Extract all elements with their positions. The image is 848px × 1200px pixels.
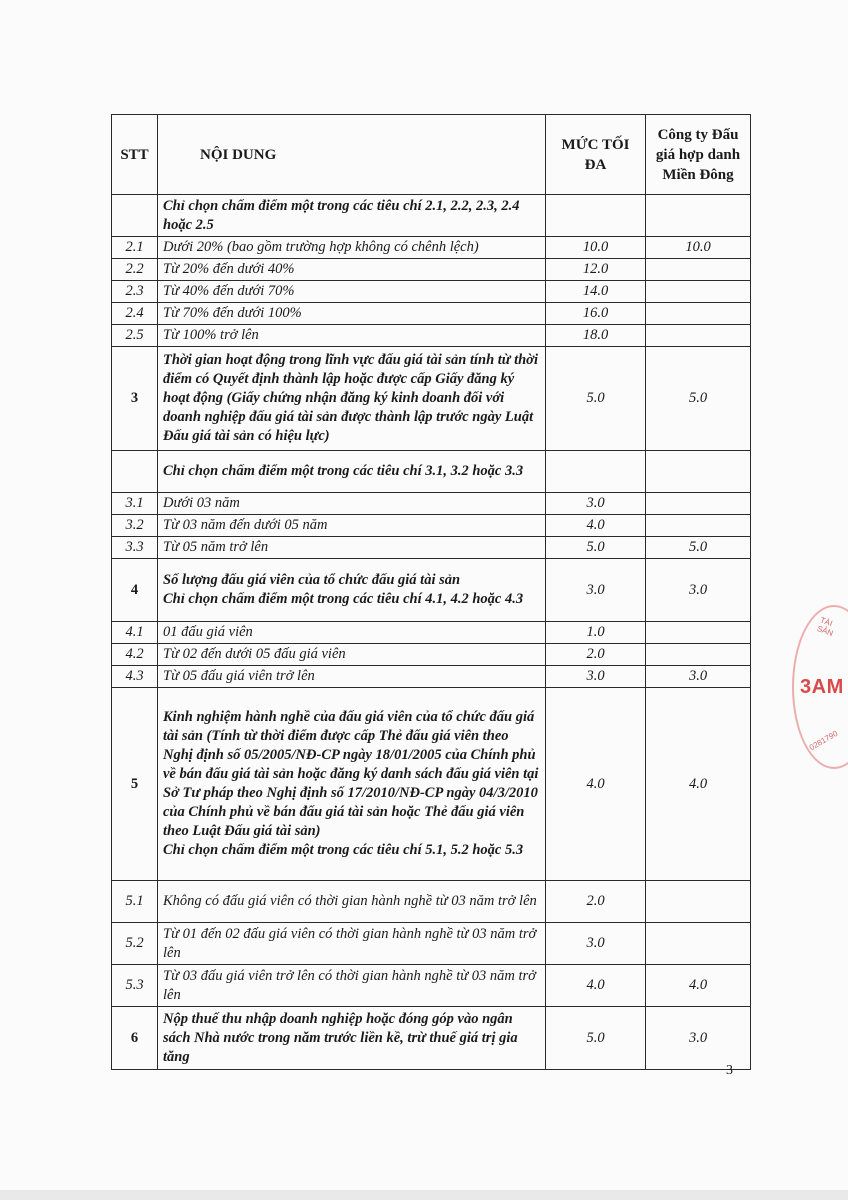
row-stt	[112, 195, 158, 237]
row-stt: 3.2	[112, 515, 158, 537]
table-row	[112, 493, 751, 515]
row-max: 5.0	[546, 537, 646, 559]
row-content: Chỉ chọn chấm điểm một trong các tiêu chí 3.1, 3.2 hoặc 3.3	[158, 451, 546, 493]
row-content: Dưới 03 năm	[158, 493, 546, 515]
row-content: Nộp thuế thu nhập doanh nghiệp hoặc đóng góp vào ngân sách Nhà nước trong năm trước liền kề, trừ thuế giá trị gia tăng	[158, 1007, 546, 1070]
row-stt: 4	[112, 559, 158, 622]
row-max: 2.0	[546, 644, 646, 666]
table-row	[112, 237, 751, 259]
row-max: 5.0	[546, 347, 646, 451]
header-row	[112, 115, 751, 195]
row-max: 3.0	[546, 493, 646, 515]
row-max: 14.0	[546, 281, 646, 303]
table-row	[112, 515, 751, 537]
row-stt: 5.2	[112, 923, 158, 965]
row-stt: 4.2	[112, 644, 158, 666]
seal-text-top: TÀI SẢN	[815, 615, 835, 638]
table-row	[112, 965, 751, 1007]
row-stt: 2.1	[112, 237, 158, 259]
table-row	[112, 559, 751, 622]
row-company: 10.0	[646, 237, 751, 259]
row-stt: 4.1	[112, 622, 158, 644]
row-content: Từ 05 đấu giá viên trở lên	[158, 666, 546, 688]
row-content: Từ 20% đến dưới 40%	[158, 259, 546, 281]
row-stt: 6	[112, 1007, 158, 1070]
row-company: 3.0	[646, 559, 751, 622]
table-row	[112, 688, 751, 881]
row-content-sub: Chỉ chọn chấm điểm một trong các tiêu chí 4.1, 4.2 hoặc 4.3	[163, 591, 524, 607]
row-stt: 2.4	[112, 303, 158, 325]
row-company	[646, 281, 751, 303]
row-stt: 3.1	[112, 493, 158, 515]
table-row	[112, 303, 751, 325]
page-bottom-edge	[0, 1190, 848, 1200]
row-content: Từ 100% trở lên	[158, 325, 546, 347]
row-stt: 5	[112, 688, 158, 881]
row-max: 4.0	[546, 688, 646, 881]
row-max: 3.0	[546, 559, 646, 622]
row-stt: 3.3	[112, 537, 158, 559]
header-stt: STT	[112, 115, 158, 195]
row-content: Thời gian hoạt động trong lĩnh vực đấu giá tài sản tính từ thời điểm có Quyết định thành lập hoặc được cấp Giấy đăng ký hoạt động (Giấy chứng nhận đăng ký kinh doanh đối với doanh nghiệp đấu giá tài sản được thành lập trước ngày Luật Đấu giá tài sản có hiệu lực)	[158, 347, 546, 451]
row-stt: 5.3	[112, 965, 158, 1007]
row-stt: 2.5	[112, 325, 158, 347]
row-content: Từ 03 đấu giá viên trở lên có thời gian hành nghề từ 03 năm trở lên	[158, 965, 546, 1007]
table-row	[112, 347, 751, 451]
seal-code: 3AM	[800, 676, 844, 698]
table-row	[112, 195, 751, 237]
row-content: Từ 70% đến dưới 100%	[158, 303, 546, 325]
row-content: Từ 40% đến dưới 70%	[158, 281, 546, 303]
row-stt: 2.3	[112, 281, 158, 303]
table-row	[112, 923, 751, 965]
row-stt: 4.3	[112, 666, 158, 688]
row-max: 2.0	[546, 881, 646, 923]
row-content: Từ 01 đến 02 đấu giá viên có thời gian hành nghề từ 03 năm trở lên	[158, 923, 546, 965]
row-content: Chỉ chọn chấm điểm một trong các tiêu chí 2.1, 2.2, 2.3, 2.4 hoặc 2.5	[158, 195, 546, 237]
row-content: Không có đấu giá viên có thời gian hành nghề từ 03 năm trở lên	[158, 881, 546, 923]
row-company	[646, 451, 751, 493]
row-max	[546, 195, 646, 237]
row-company	[646, 493, 751, 515]
row-content	[158, 688, 546, 881]
row-content: Từ 02 đến dưới 05 đấu giá viên	[158, 644, 546, 666]
row-content: Từ 05 năm trở lên	[158, 537, 546, 559]
row-company	[646, 303, 751, 325]
row-content-title: Kinh nghiệm hành nghề của đấu giá viên của tổ chức đấu giá tài sản (Tính từ thời điểm được cấp Thẻ đấu giá viên theo Nghị định số 05/2005/NĐ-CP ngày 18/01/2005 của Chính phủ về bán đấu giá tài sản hoặc đăng ký danh sách đấu giá viên tại Sở Tư pháp theo Nghị định số 17/2010/NĐ-CP ngày 04/3/2010 của Chính phủ về bán đấu giá tài sản hoặc Thẻ đấu giá viên theo Luật Đấu giá tài sản)	[163, 709, 539, 839]
table-row	[112, 281, 751, 303]
row-company	[646, 325, 751, 347]
row-company	[646, 881, 751, 923]
row-company: 5.0	[646, 537, 751, 559]
table-row	[112, 537, 751, 559]
table-row	[112, 622, 751, 644]
row-company	[646, 259, 751, 281]
row-max: 5.0	[546, 1007, 646, 1070]
row-content: Từ 03 năm đến dưới 05 năm	[158, 515, 546, 537]
row-company: 4.0	[646, 965, 751, 1007]
row-stt: 2.2	[112, 259, 158, 281]
row-max: 18.0	[546, 325, 646, 347]
table-row	[112, 259, 751, 281]
row-company: 4.0	[646, 688, 751, 881]
row-max	[546, 451, 646, 493]
table-row	[112, 666, 751, 688]
row-max: 4.0	[546, 515, 646, 537]
row-content: Dưới 20% (bao gồm trường hợp không có chênh lệch)	[158, 237, 546, 259]
row-stt	[112, 451, 158, 493]
row-stt: 3	[112, 347, 158, 451]
seal-text-bottom: 0281790	[807, 728, 840, 753]
row-max: 12.0	[546, 259, 646, 281]
table-row	[112, 644, 751, 666]
row-max: 3.0	[546, 666, 646, 688]
row-max: 1.0	[546, 622, 646, 644]
row-company	[646, 923, 751, 965]
row-company	[646, 622, 751, 644]
header-content: NỘI DUNG	[158, 115, 546, 195]
row-stt: 5.1	[112, 881, 158, 923]
row-max: 16.0	[546, 303, 646, 325]
header-company: Công ty Đấu giá hợp danh Miền Đông	[646, 115, 751, 195]
page-number: 3	[726, 1063, 733, 1078]
row-content: 01 đấu giá viên	[158, 622, 546, 644]
table-row	[112, 881, 751, 923]
row-company	[646, 515, 751, 537]
row-content-sub: Chỉ chọn chấm điểm một trong các tiêu chí 5.1, 5.2 hoặc 5.3	[163, 842, 524, 858]
row-company	[646, 195, 751, 237]
row-content	[158, 559, 546, 622]
row-company: 3.0	[646, 1007, 751, 1070]
row-max: 4.0	[546, 965, 646, 1007]
row-company: 5.0	[646, 347, 751, 451]
table-row	[112, 325, 751, 347]
table-row	[112, 1007, 751, 1070]
row-max: 10.0	[546, 237, 646, 259]
row-content-title: Số lượng đấu giá viên của tổ chức đấu giá tài sản	[163, 572, 461, 588]
table-row	[112, 451, 751, 493]
row-company	[646, 644, 751, 666]
row-company: 3.0	[646, 666, 751, 688]
row-max: 3.0	[546, 923, 646, 965]
scoring-table	[111, 114, 751, 1070]
header-max: MỨC TỐI ĐA	[546, 115, 646, 195]
